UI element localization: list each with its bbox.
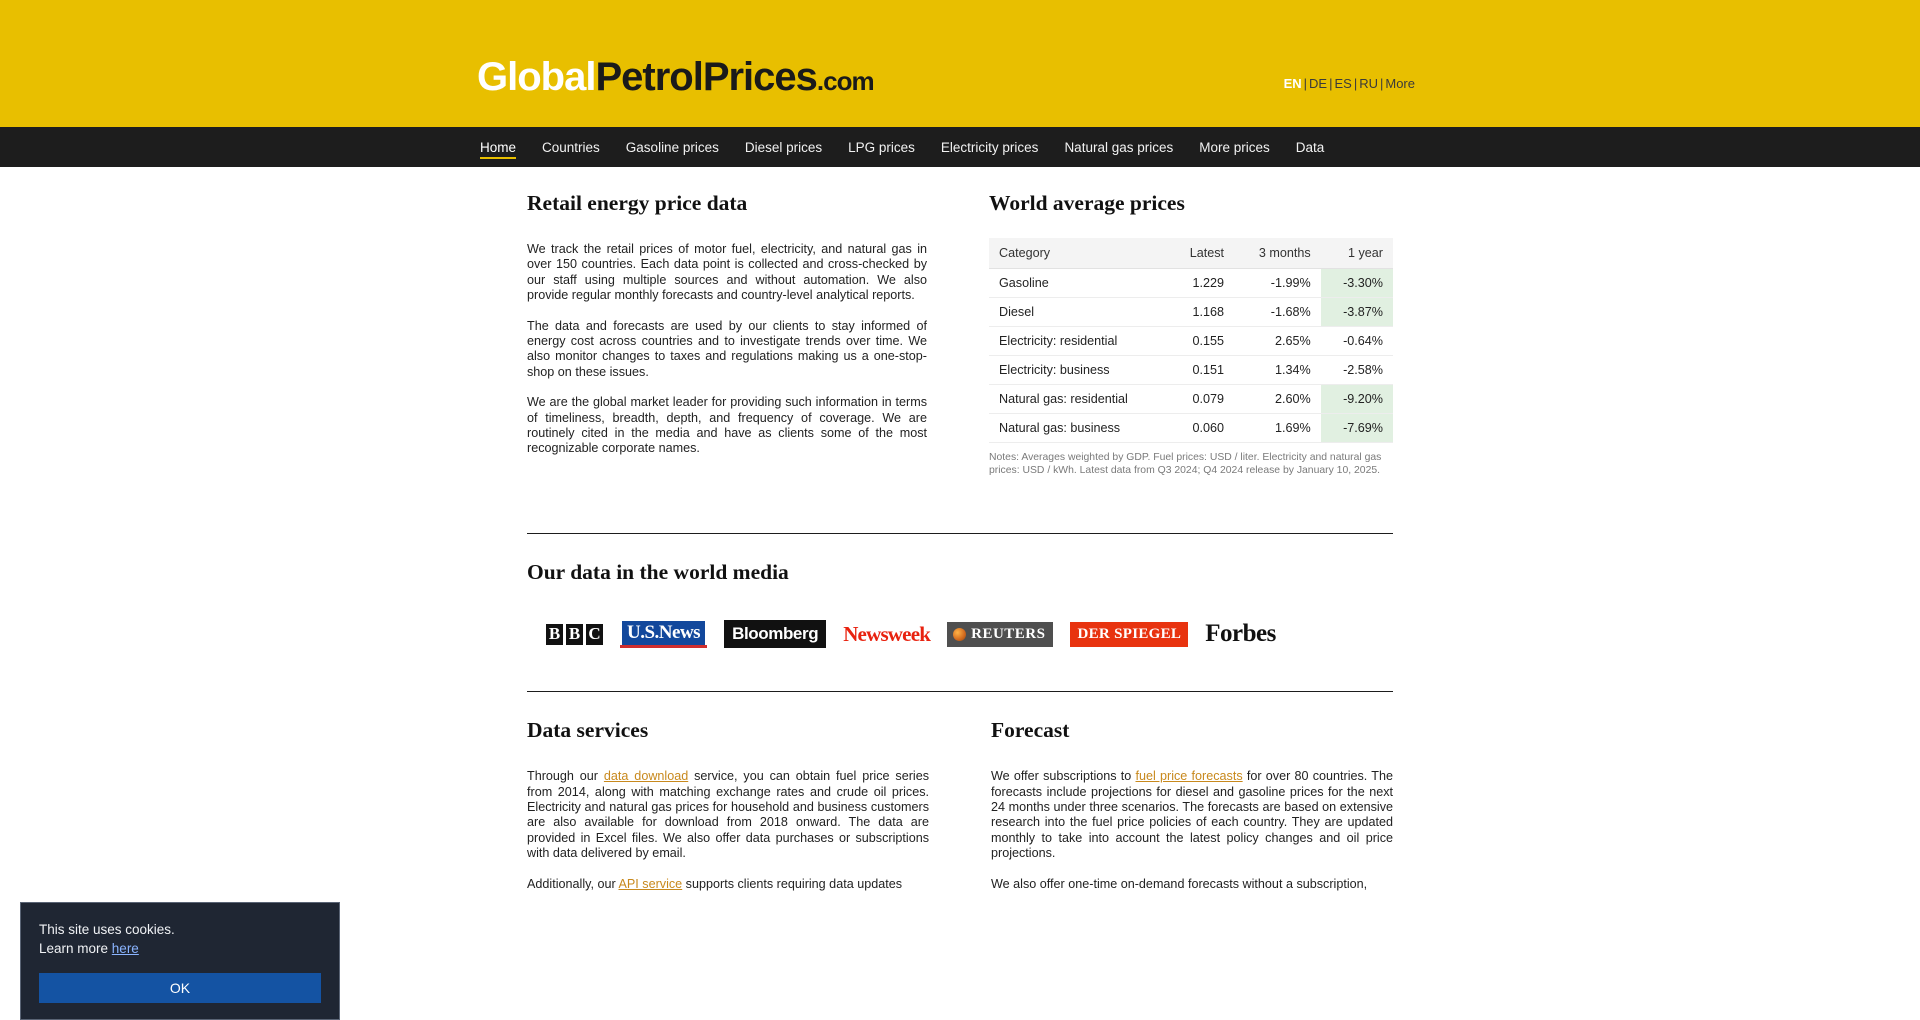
logo-part-petrolprices: PetrolPrices bbox=[595, 55, 817, 99]
top-columns bbox=[527, 191, 1393, 477]
site-logo[interactable] bbox=[477, 55, 874, 100]
fc-p1-after: for over 80 countries. The forecasts include projections for diesel and gasoline prices for the next 24 months under three scenarios. The forecasts are based on extensive research into the fuel price policies of each country. They are updated monthly to take into account the latest policy changes and oil price projections. bbox=[991, 769, 1393, 861]
table-row bbox=[989, 356, 1393, 385]
language-ru[interactable]: RU bbox=[1359, 76, 1378, 91]
nav-item-gasoline-prices[interactable] bbox=[613, 127, 732, 167]
cell-1-year: -3.30% bbox=[1321, 269, 1393, 298]
cell-latest: 0.079 bbox=[1169, 385, 1235, 414]
content-container bbox=[527, 167, 1393, 892]
retail-paragraph-3: We are the global market leader for providing such information in terms of timeliness, breadth, depth, and frequency of coverage. We are routinely cited in the media and have as clients some of the most recognizable corporate names. bbox=[527, 395, 927, 456]
nav-label-gasoline-prices: Gasoline prices bbox=[625, 139, 719, 155]
table-header-row bbox=[989, 238, 1393, 269]
nav-label-countries: Countries bbox=[542, 139, 600, 155]
forecast-title: Forecast bbox=[991, 718, 1070, 743]
column-header-1-year: 1 year bbox=[1321, 238, 1393, 269]
cell-3-months: -1.68% bbox=[1234, 298, 1321, 327]
column-header-category: Category bbox=[989, 238, 1169, 269]
nav-label-data: Data bbox=[1295, 139, 1325, 155]
site-header bbox=[0, 0, 1920, 127]
language-es[interactable]: ES bbox=[1334, 76, 1352, 91]
bbc-letter-b1: B bbox=[546, 624, 563, 645]
language-switcher bbox=[1284, 76, 1415, 91]
lang-separator-1: | bbox=[1303, 76, 1308, 91]
cell-category: Diesel bbox=[989, 298, 1169, 327]
column-header-latest: Latest bbox=[1169, 238, 1235, 269]
logo-part-global: Global bbox=[477, 55, 596, 99]
usnews-label: U.S.News bbox=[622, 621, 705, 645]
cell-3-months: 1.69% bbox=[1234, 414, 1321, 443]
cell-category: Electricity: residential bbox=[989, 327, 1169, 356]
data-download-link[interactable]: data download bbox=[603, 769, 689, 784]
forbes-logo-icon: Forbes bbox=[1205, 620, 1276, 648]
table-row bbox=[989, 298, 1393, 327]
data-services-paragraph-1 bbox=[527, 769, 929, 861]
logo-part-com: .com bbox=[816, 66, 874, 96]
cell-category: Natural gas: residential bbox=[989, 385, 1169, 414]
cell-1-year: -3.87% bbox=[1321, 298, 1393, 327]
cell-latest: 0.155 bbox=[1169, 327, 1235, 356]
data-services-section bbox=[527, 718, 929, 892]
retail-paragraph-1: We track the retail prices of motor fuel, electricity, and natural gas in over 150 countries. Each data point is collected and cross-checked by our staff using multiple sources and without automation. We also provide regular monthly forecasts and country-level analytical reports. bbox=[527, 242, 927, 303]
bbc-logo-icon bbox=[546, 624, 603, 645]
media-title: Our data in the world media bbox=[527, 560, 789, 585]
nav-item-home[interactable] bbox=[467, 127, 529, 167]
table-row bbox=[989, 385, 1393, 414]
cell-3-months: -1.99% bbox=[1234, 269, 1321, 298]
media-logo-row bbox=[527, 611, 1393, 657]
der-spiegel-logo-icon: DER SPIEGEL bbox=[1070, 622, 1188, 647]
data-services-title: Data services bbox=[527, 718, 649, 743]
nav-label-home: Home bbox=[480, 139, 517, 155]
media-section bbox=[527, 534, 1393, 657]
nav-item-more-prices[interactable] bbox=[1186, 127, 1283, 167]
cell-latest: 0.060 bbox=[1169, 414, 1235, 443]
page-body bbox=[0, 167, 1920, 996]
cell-3-months: 2.60% bbox=[1234, 385, 1321, 414]
nav-item-data[interactable] bbox=[1283, 127, 1338, 167]
cell-1-year: -2.58% bbox=[1321, 356, 1393, 385]
lang-separator-2: | bbox=[1329, 76, 1333, 91]
lang-separator-4: | bbox=[1379, 76, 1384, 91]
main-navigation bbox=[0, 127, 1920, 167]
bloomberg-logo-icon: Bloomberg bbox=[724, 620, 826, 648]
retail-paragraph-2: The data and forecasts are used by our clients to stay informed of energy cost across countries and to investigate trends over time. We also monitor changes to taxes and regulations making us a one-stop-shop on these issues. bbox=[527, 318, 927, 379]
nav-item-electricity-prices[interactable] bbox=[928, 127, 1052, 167]
cookie-ok-button[interactable]: OK bbox=[39, 973, 321, 1003]
column-header-3-months: 3 months bbox=[1234, 238, 1321, 269]
cookie-here-link[interactable]: here bbox=[111, 941, 139, 956]
api-service-link[interactable]: API service bbox=[618, 876, 683, 891]
ds-p1-before: Through our bbox=[527, 769, 604, 784]
cookie-text-line-2 bbox=[39, 939, 321, 958]
ds-p2-after: supports clients requiring data updates bbox=[682, 876, 903, 891]
newsweek-logo-icon: Newsweek bbox=[843, 621, 931, 646]
table-row bbox=[989, 327, 1393, 356]
ds-p1-after: service, you can obtain fuel price series from 2014, along with matching exchange rates and crude oil prices. Electricity and natural gas prices for household and business customers are also available for download from 2018 onward. The data are provided in Excel files. We also offer data purchases or subscriptions with data delivered by email. bbox=[527, 769, 929, 861]
cell-category: Natural gas: business bbox=[989, 414, 1169, 443]
cell-latest: 0.151 bbox=[1169, 356, 1235, 385]
cookie-consent-banner bbox=[20, 902, 340, 1020]
cookie-text-line-1: This site uses cookies. bbox=[39, 922, 175, 937]
bbc-letter-c: C bbox=[586, 624, 603, 645]
nav-label-electricity-prices: Electricity prices bbox=[940, 139, 1039, 155]
ds-p2-before: Additionally, our bbox=[527, 876, 619, 891]
cell-3-months: 2.65% bbox=[1234, 327, 1321, 356]
cell-latest: 1.229 bbox=[1169, 269, 1235, 298]
language-more[interactable]: More bbox=[1385, 76, 1415, 91]
cell-1-year: -7.69% bbox=[1321, 414, 1393, 443]
nav-item-lpg-prices[interactable] bbox=[835, 127, 928, 167]
table-body bbox=[989, 269, 1393, 443]
table-row bbox=[989, 269, 1393, 298]
cell-category: Electricity: business bbox=[989, 356, 1169, 385]
forecast-paragraph-1 bbox=[991, 769, 1393, 861]
nav-label-more-prices: More prices bbox=[1199, 139, 1270, 155]
reuters-logo-icon bbox=[947, 622, 1053, 647]
table-row bbox=[989, 414, 1393, 443]
cookie-learn-more-text: Learn more bbox=[39, 941, 112, 956]
language-en[interactable]: EN bbox=[1283, 76, 1302, 91]
forecast-paragraph-2: We also offer one-time on-demand forecasts without a subscription, bbox=[991, 876, 1368, 891]
usnews-logo-icon bbox=[620, 620, 707, 648]
nav-item-diesel-prices[interactable] bbox=[732, 127, 835, 167]
reuters-label: REUTERS bbox=[971, 625, 1046, 642]
data-services-paragraph-2 bbox=[527, 877, 929, 892]
cell-3-months: 1.34% bbox=[1234, 356, 1321, 385]
lang-separator-3: | bbox=[1353, 76, 1358, 91]
retail-energy-title: Retail energy price data bbox=[527, 191, 748, 215]
reuters-globe-icon bbox=[953, 628, 966, 641]
bottom-columns bbox=[527, 692, 1393, 892]
world-average-section bbox=[989, 191, 1393, 477]
language-de[interactable]: DE bbox=[1309, 76, 1328, 91]
nav-item-natural-gas-prices[interactable] bbox=[1051, 127, 1186, 167]
cell-latest: 1.168 bbox=[1169, 298, 1235, 327]
nav-label-lpg-prices: LPG prices bbox=[848, 139, 915, 155]
table-head bbox=[989, 238, 1393, 269]
world-average-title: World average prices bbox=[989, 191, 1185, 215]
fc-p1-before: We offer subscriptions to bbox=[991, 769, 1136, 784]
cell-1-year: -0.64% bbox=[1321, 327, 1393, 356]
table-notes: Notes: Averages weighted by GDP. Fuel prices: USD / liter. Electricity and natural gas prices: USD / kWh. Latest data from Q3 2024; Q4 2024 release by January 10, 2025. bbox=[989, 452, 1382, 476]
nav-label-natural-gas-prices: Natural gas prices bbox=[1064, 139, 1174, 155]
cell-category: Gasoline bbox=[989, 269, 1169, 298]
bbc-letter-b2: B bbox=[566, 624, 583, 645]
cell-1-year: -9.20% bbox=[1321, 385, 1393, 414]
forecast-section bbox=[991, 718, 1393, 892]
world-average-table bbox=[989, 238, 1393, 443]
retail-energy-section bbox=[527, 191, 927, 477]
nav-item-countries[interactable] bbox=[529, 127, 613, 167]
nav-label-diesel-prices: Diesel prices bbox=[744, 139, 823, 155]
fuel-price-forecasts-link[interactable]: fuel price forecasts bbox=[1135, 769, 1243, 784]
